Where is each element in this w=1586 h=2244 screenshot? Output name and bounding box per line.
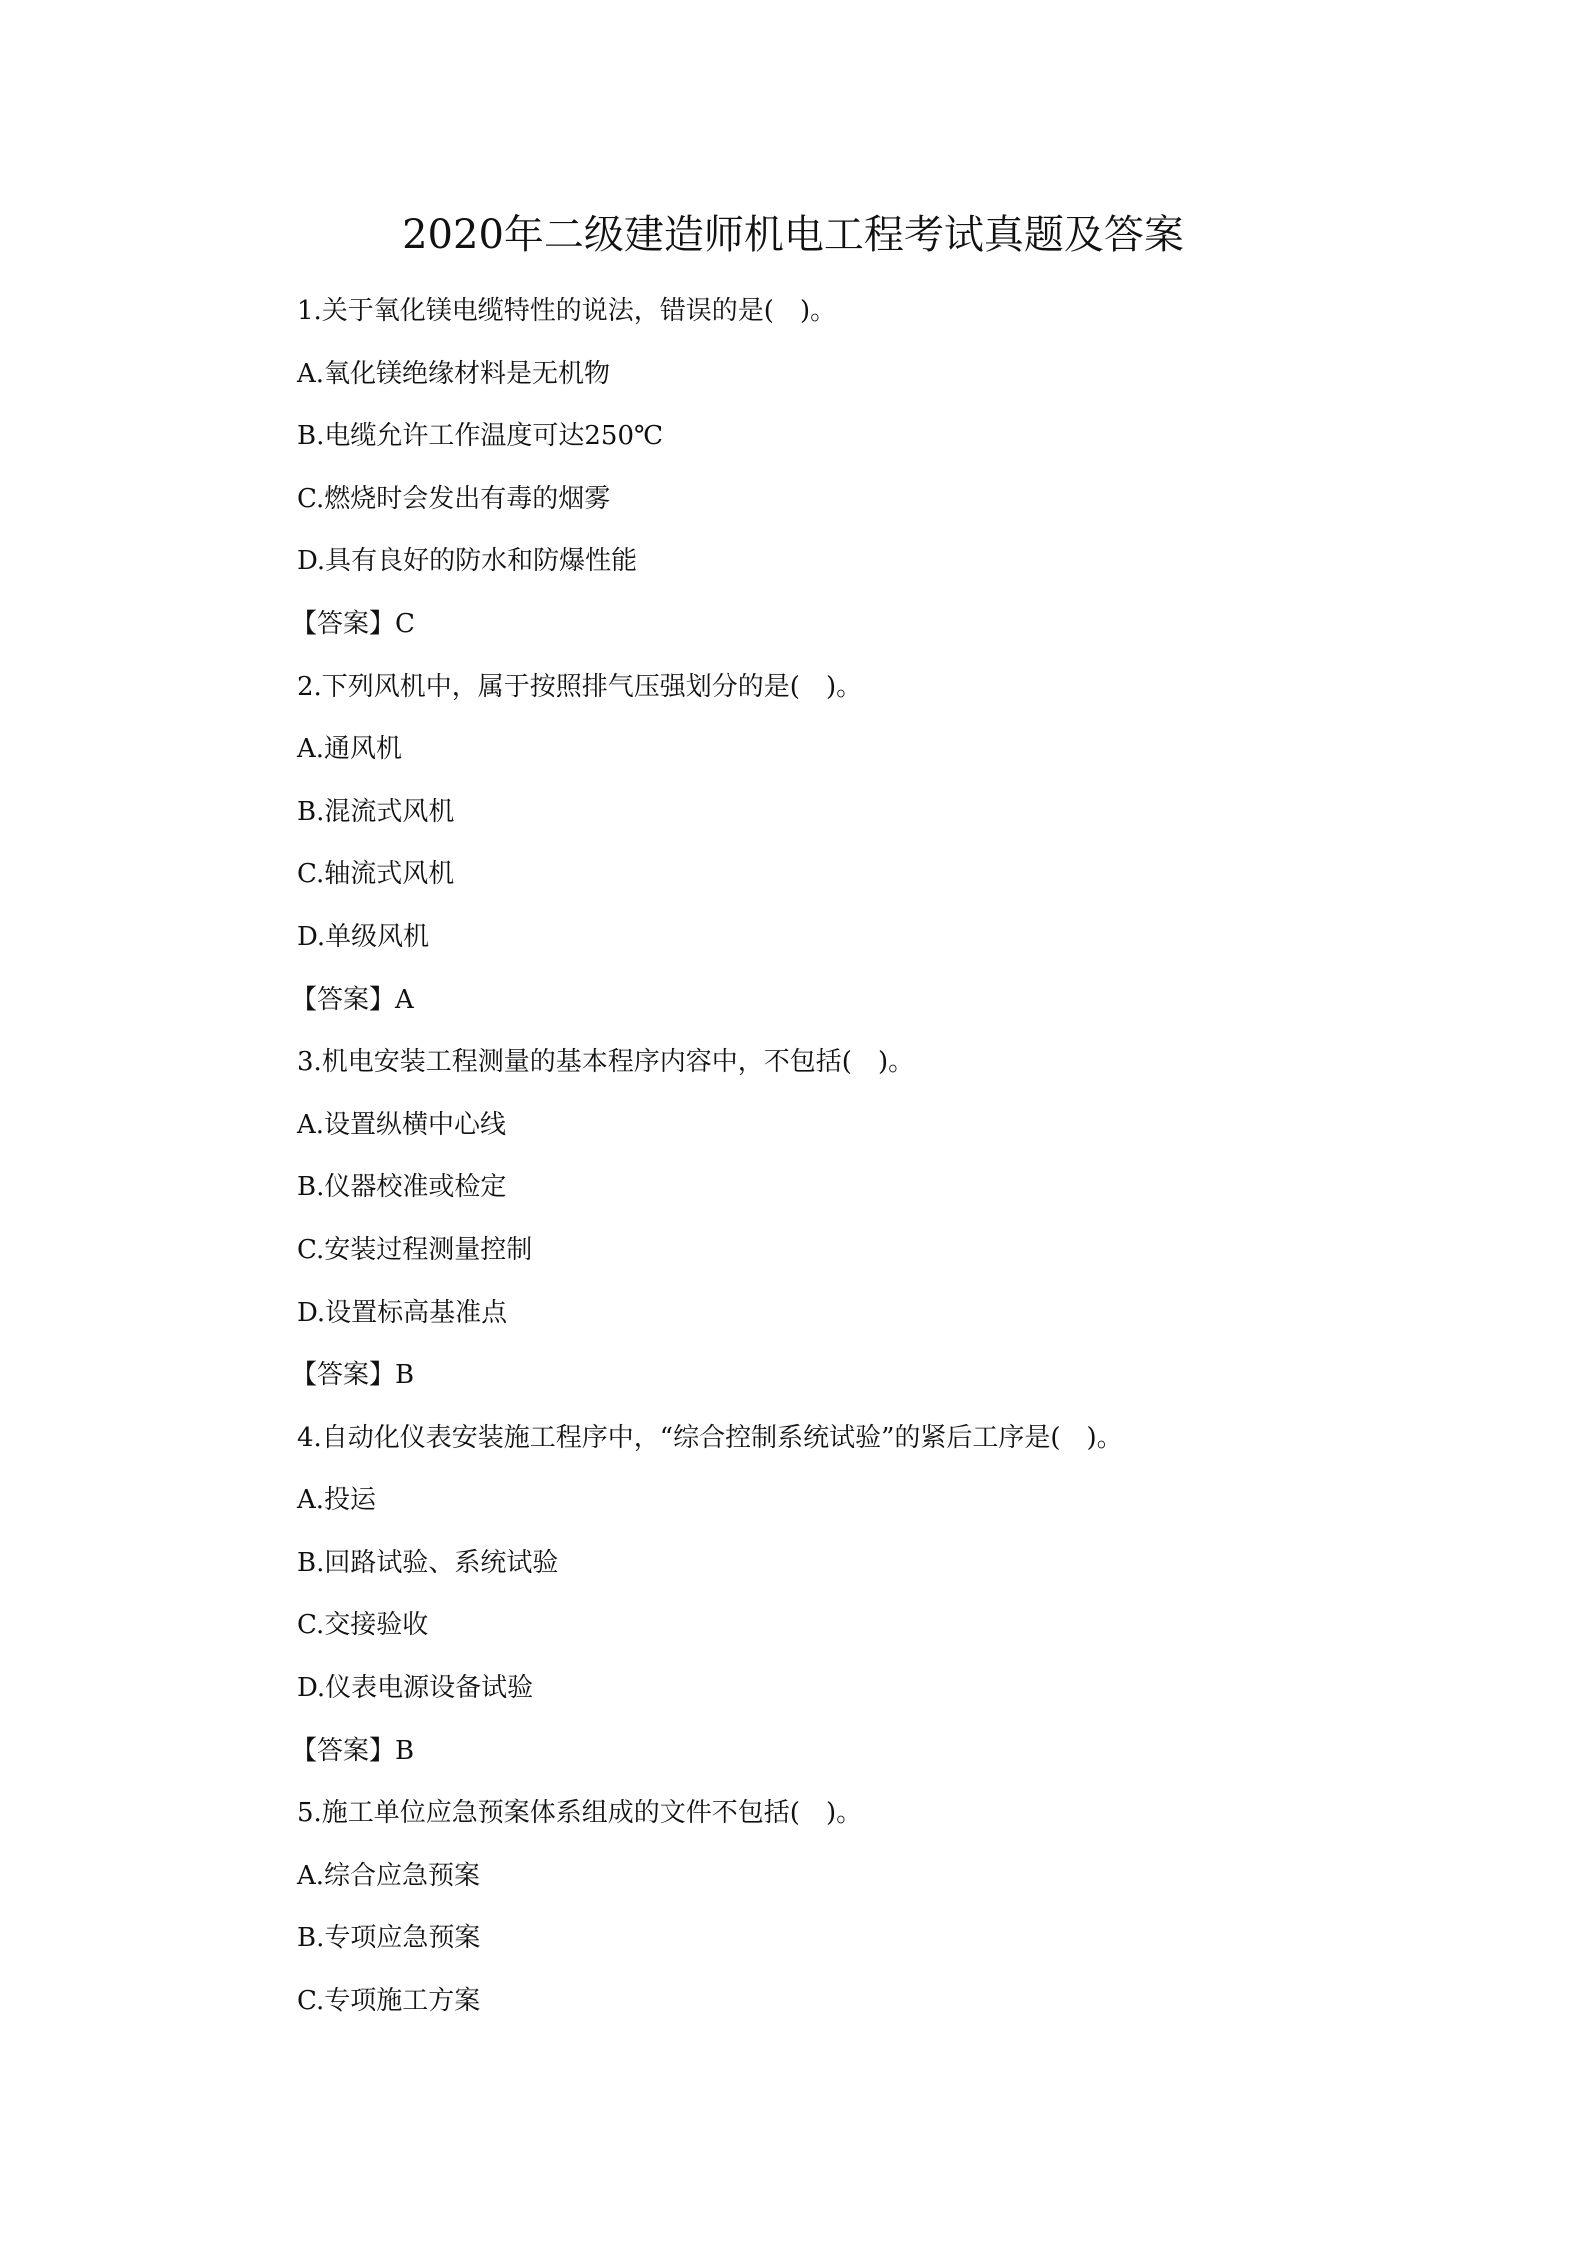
question-stem: 1.关于氧化镁电缆特性的说法，错误的是( )。 [297, 296, 837, 326]
option-c: C.交接验收 [297, 1610, 429, 1641]
answer-line: 【答案】B [291, 1735, 415, 1766]
option-c: C.燃烧时会发出有毒的烟雾 [297, 483, 611, 514]
option-b: B.混流式风机 [297, 796, 455, 827]
option-c: C.专项施工方案 [297, 1986, 481, 2017]
option-a: A.通风机 [297, 734, 403, 765]
answer-line: 【答案】C [291, 608, 415, 639]
option-c: C.安装过程测量控制 [297, 1234, 533, 1265]
question-list [291, 280, 1397, 2033]
option-b: B.专项应急预案 [297, 1923, 481, 1954]
question-stem: 2.下列风机中，属于按照排气压强划分的是( )。 [297, 671, 863, 702]
option-b: B.回路试验、系统试验 [297, 1547, 559, 1578]
option-b: B.仪器校准或检定 [297, 1172, 507, 1203]
option-a: A.设置纵横中心线 [297, 1109, 507, 1140]
document-title: 2020年二级建造师机电工程考试真题及答案 [402, 212, 1184, 258]
option-b: B.电缆允许工作温度可达250℃ [297, 421, 664, 452]
option-d: D.单级风机 [297, 921, 430, 952]
question-stem: 5.施工单位应急预案体系组成的文件不包括( )。 [297, 1798, 863, 1829]
answer-line: 【答案】B [291, 1360, 415, 1391]
option-d: D.仪表电源设备试验 [297, 1673, 534, 1704]
question-stem: 3.机电安装工程测量的基本程序内容中，不包括( )。 [297, 1047, 915, 1078]
question-stem: 4.自动化仪表安装施工程序中，“综合控制系统试验”的紧后工序是( )。 [297, 1422, 1123, 1453]
option-d: D.具有良好的防水和防爆性能 [297, 546, 638, 577]
option-a: A.投运 [297, 1485, 377, 1516]
option-a: A.氧化镁绝缘材料是无机物 [297, 358, 611, 389]
option-c: C.轴流式风机 [297, 859, 455, 890]
option-d: D.设置标高基准点 [297, 1297, 508, 1328]
option-a: A.综合应急预案 [297, 1860, 481, 1891]
answer-line: 【答案】A [291, 984, 414, 1015]
